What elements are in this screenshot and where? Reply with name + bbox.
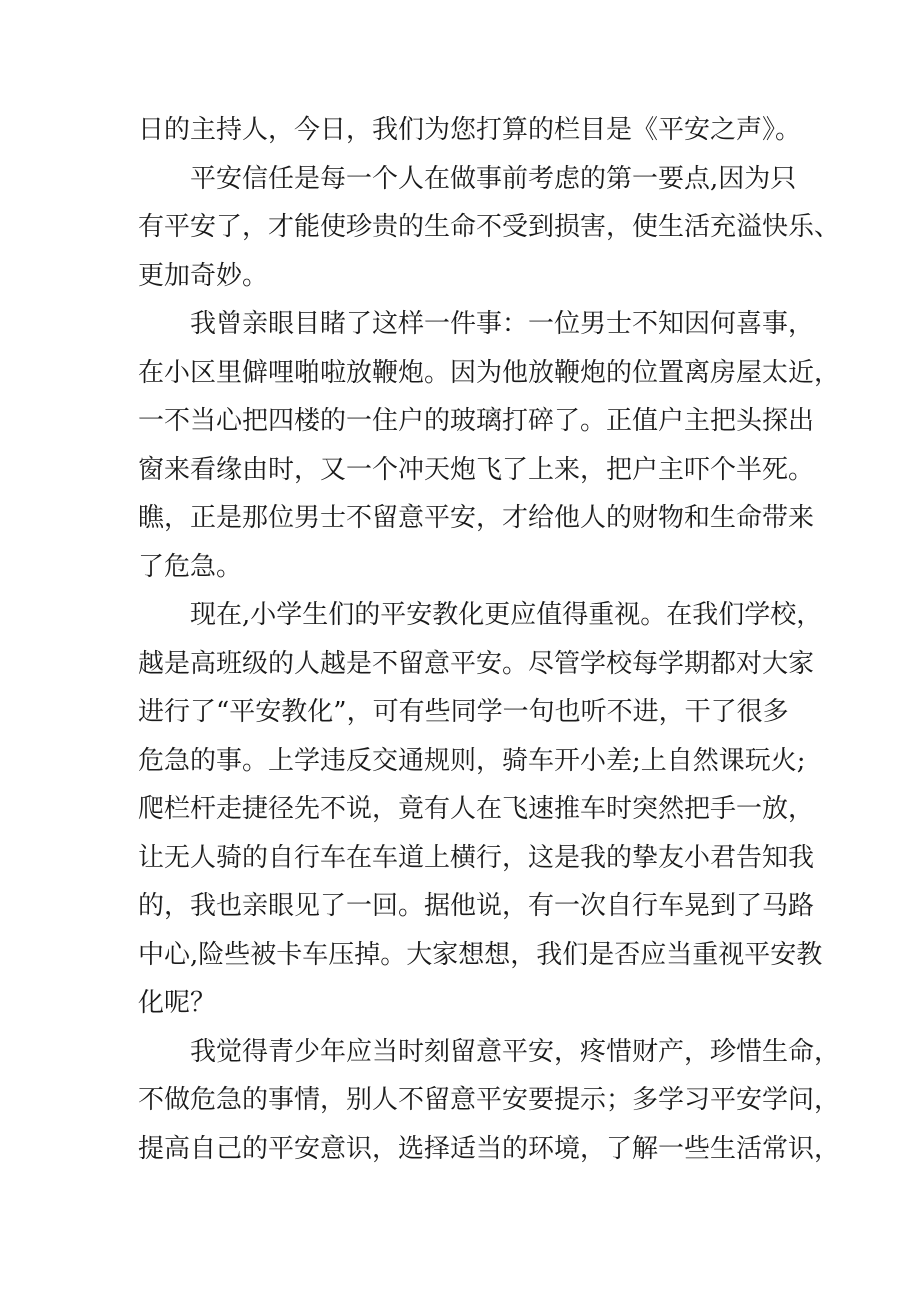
text-line-14: 危急的事。上学违反交通规则，骑车开小差;上自然课玩火; [138, 745, 806, 776]
text-line-9: 瞧，正是那位男士不留意平安，才给他人的财物和生命带来 [138, 503, 815, 533]
text-line-17: 的，我也亲眼见了一回。据他说，有一次自行车晃到了马路 [138, 891, 815, 921]
text-line-3: 有平安了，才能使珍贵的生命不受到损害，使生活充溢快乐、 [138, 212, 841, 242]
text-line-12: 越是高班级的人越是不留意平安。尽管学校每学期都对大家 [138, 648, 815, 679]
text-line-16: 让无人骑的自行车在车道上横行，这是我的挚友小君告知我 [138, 842, 815, 873]
text-line-8: 窗来看缘由时，又一个冲天炮飞了上来，把户主吓个半死。 [138, 454, 815, 485]
text-line-10: 了危急。 [138, 551, 243, 582]
text-line-18: 中心,险些被卡车压掉。大家想想，我们是否应当重视平安教 [138, 939, 823, 970]
text-line-11: 现在,小学生们的平安教化更应值得重视。在我们学校， [190, 600, 823, 630]
text-line-7: 一不当心把四楼的一住户的玻璃打碎了。正值户主把头探出 [138, 406, 815, 436]
text-line-19: 化呢？ [138, 988, 217, 1018]
text-line-22: 提高自己的平安意识，选择适当的环境，了解一些生活常识， [138, 1133, 841, 1164]
text-line-6: 在小区里僻哩啪啦放鞭炮。因为他放鞭炮的位置离房屋太近， [138, 357, 841, 388]
text-line-5: 我曾亲眼目睹了这样一件事：一位男士不知因何喜事， [190, 309, 815, 339]
text-line-13: 进行了“平安教化”，可有些同学一句也听不进，干了很多 [138, 697, 789, 727]
text-line-1: 日的主持人，今日，我们为您打算的栏目是《平安之声》。 [138, 115, 802, 145]
text-line-21: 不做危急的事情，别人不留意平安要提示；多学习平安学问， [138, 1085, 841, 1115]
text-line-4: 更加奇妙。 [138, 260, 269, 291]
document-body [138, 106, 841, 1173]
text-line-2: 平安信任是每一个人在做事前考虑的第一要点,因为只 [190, 163, 797, 194]
text-line-20: 我觉得青少年应当时刻留意平安，疼惜财产，珍惜生命， [190, 1036, 841, 1067]
text-line-15: 爬栏杆走捷径先不说，竟有人在飞速推车时突然把手一放， [138, 794, 815, 824]
